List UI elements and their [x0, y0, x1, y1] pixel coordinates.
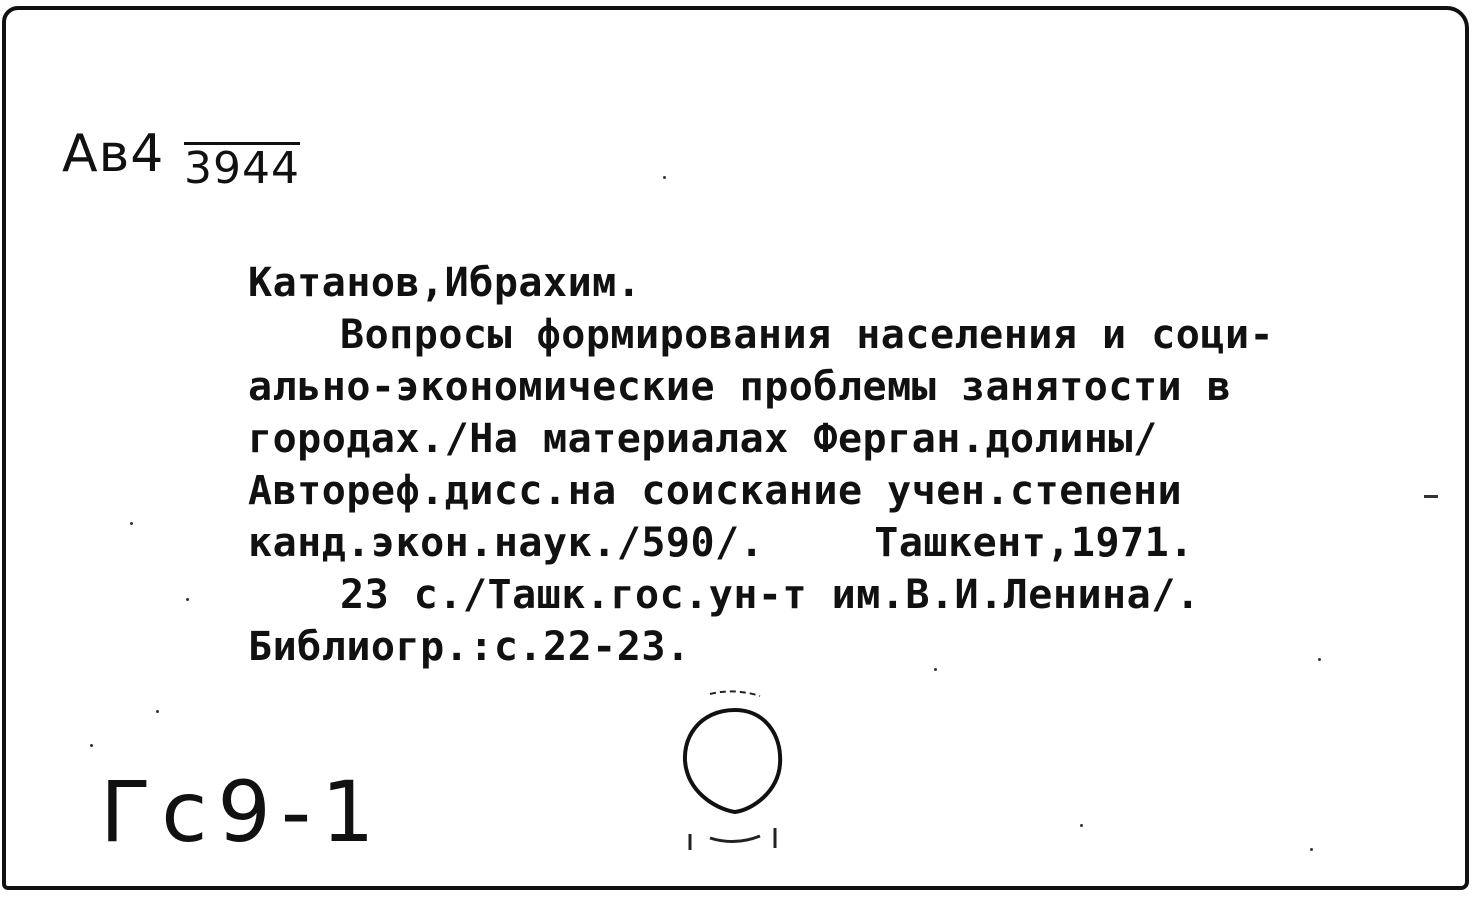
publication-place-year: Ташкент,1971.	[874, 520, 1194, 566]
bibliographic-entry	[248, 257, 1428, 673]
speck	[90, 744, 93, 747]
pagination-publisher: 23 с./Ташк.гос.ун-т им.В.И.Ленина/.	[340, 572, 1201, 618]
author-heading: Катанов,Ибрахим.	[248, 260, 642, 306]
speck	[186, 598, 189, 601]
dissertation-note: Автореф.дисс.на соискание учен.степени	[248, 468, 1183, 514]
title-line-3: городах./На материалах Ферган.долины/	[248, 416, 1158, 462]
speck	[1424, 495, 1438, 498]
shelfmark-number: 3944	[184, 143, 300, 194]
speck	[156, 710, 159, 713]
shelfmark-prefix: Ав4	[62, 124, 165, 184]
title-line-2: ально-экономические проблемы занятости в	[248, 364, 1232, 410]
speck	[934, 668, 937, 671]
bibliography-note: Библиогр.:с.22-23.	[248, 624, 691, 670]
library-stamp-outline	[680, 688, 790, 858]
call-number: Гс9-1	[100, 763, 385, 861]
degree-line	[248, 517, 1428, 569]
degree-text: канд.экон.наук./590/.	[248, 520, 765, 566]
speck	[1318, 658, 1321, 661]
speck	[663, 176, 666, 179]
title-line-1: Вопросы формирования населения и соци-	[340, 312, 1275, 358]
speck	[130, 522, 133, 525]
speck	[1080, 824, 1083, 827]
shelfmark	[62, 124, 300, 194]
speck	[1310, 848, 1313, 851]
